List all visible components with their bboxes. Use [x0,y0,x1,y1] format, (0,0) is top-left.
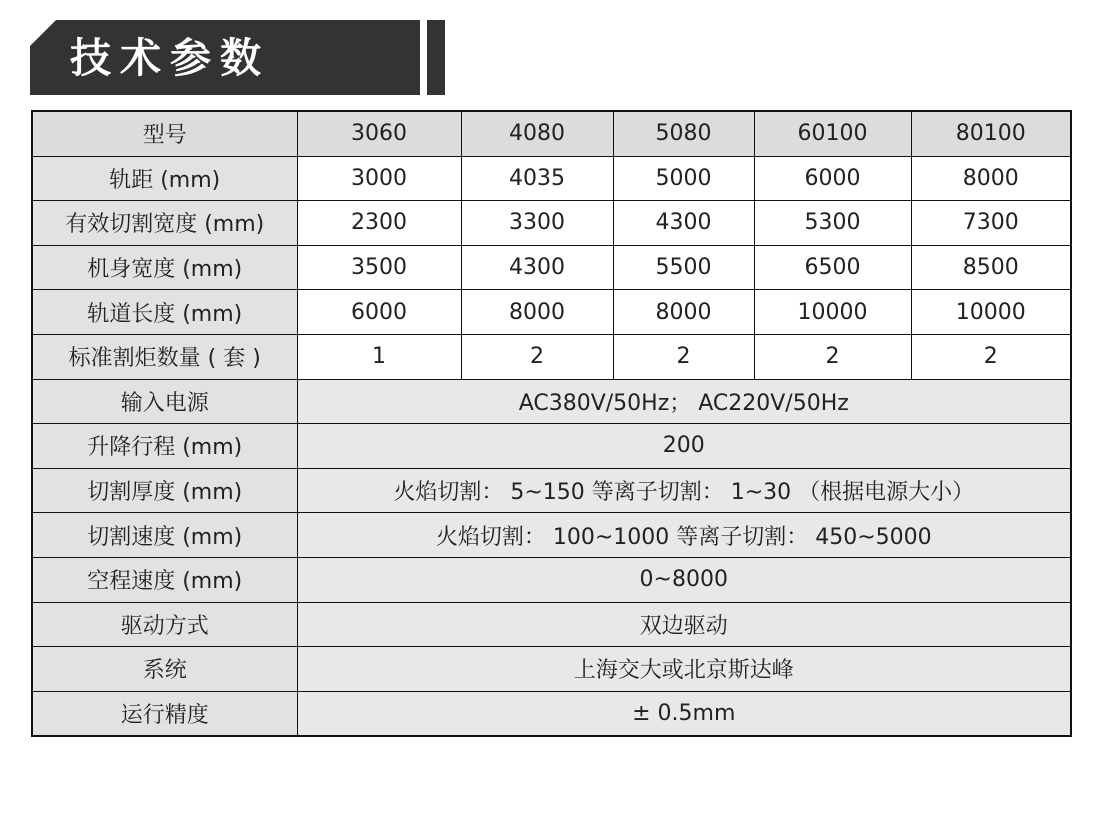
value-cell: 1 [297,334,461,379]
value-cell: 5300 [754,201,911,246]
value-cell: 3000 [297,156,461,201]
table-row [32,290,1071,335]
merged-value-cell: 上海交大或北京斯达峰 [297,647,1071,692]
banner-accent-bar [427,20,445,95]
banner-corner-notch [30,20,56,46]
value-cell: 5000 [613,156,754,201]
merged-value-cell: 火焰切割： 100~1000 等离子切割： 450~5000 [297,513,1071,558]
value-cell: 8500 [911,245,1071,290]
row-label: 运行精度 [32,691,297,736]
row-label: 切割速度 (mm) [32,513,297,558]
row-label: 轨道长度 (mm) [32,290,297,335]
table-row [32,201,1071,246]
table-row [32,557,1071,602]
row-label: 升降行程 (mm) [32,424,297,469]
value-cell: 6500 [754,245,911,290]
row-label: 切割厚度 (mm) [32,468,297,513]
value-cell: 2 [461,334,613,379]
value-cell: 2300 [297,201,461,246]
value-cell: 4035 [461,156,613,201]
table-row [32,468,1071,513]
model-header-cell: 5080 [613,111,754,156]
row-label: 驱动方式 [32,602,297,647]
merged-value-cell: 火焰切割： 5~150 等离子切割： 1~30 （根据电源大小） [297,468,1071,513]
table-row [32,424,1071,469]
value-cell: 4300 [613,201,754,246]
row-label: 机身宽度 (mm) [32,245,297,290]
model-header-cell: 60100 [754,111,911,156]
table-row [32,334,1071,379]
row-label: 系统 [32,647,297,692]
row-label: 输入电源 [32,379,297,424]
row-label: 轨距 (mm) [32,156,297,201]
header-label-cell: 型号 [32,111,297,156]
merged-value-cell: AC380V/50Hz； AC220V/50Hz [297,379,1071,424]
merged-value-cell: 双边驱动 [297,602,1071,647]
table-row [32,602,1071,647]
value-cell: 8000 [613,290,754,335]
value-cell: 8000 [911,156,1071,201]
value-cell: 2 [911,334,1071,379]
table-row [32,379,1071,424]
value-cell: 10000 [754,290,911,335]
model-header-cell: 4080 [461,111,613,156]
table-header-row [32,111,1071,156]
value-cell: 6000 [754,156,911,201]
table-row [32,691,1071,736]
value-cell: 3500 [297,245,461,290]
value-cell: 8000 [461,290,613,335]
section-title: 技术参数 [70,34,270,82]
row-label: 空程速度 (mm) [32,557,297,602]
row-label: 标准割炬数量 ( 套 ) [32,334,297,379]
value-cell: 2 [754,334,911,379]
merged-value-cell: 0~8000 [297,557,1071,602]
value-cell: 5500 [613,245,754,290]
table-row [32,647,1071,692]
merged-value-cell: ± 0.5mm [297,691,1071,736]
value-cell: 4300 [461,245,613,290]
value-cell: 2 [613,334,754,379]
model-header-cell: 80100 [911,111,1071,156]
model-header-cell: 3060 [297,111,461,156]
row-label: 有效切割宽度 (mm) [32,201,297,246]
value-cell: 10000 [911,290,1071,335]
table-row [32,156,1071,201]
value-cell: 7300 [911,201,1071,246]
section-header-banner [30,20,420,95]
value-cell: 3300 [461,201,613,246]
value-cell: 6000 [297,290,461,335]
merged-value-cell: 200 [297,424,1071,469]
table-row [32,513,1071,558]
spec-table [31,110,1072,737]
table-row [32,245,1071,290]
